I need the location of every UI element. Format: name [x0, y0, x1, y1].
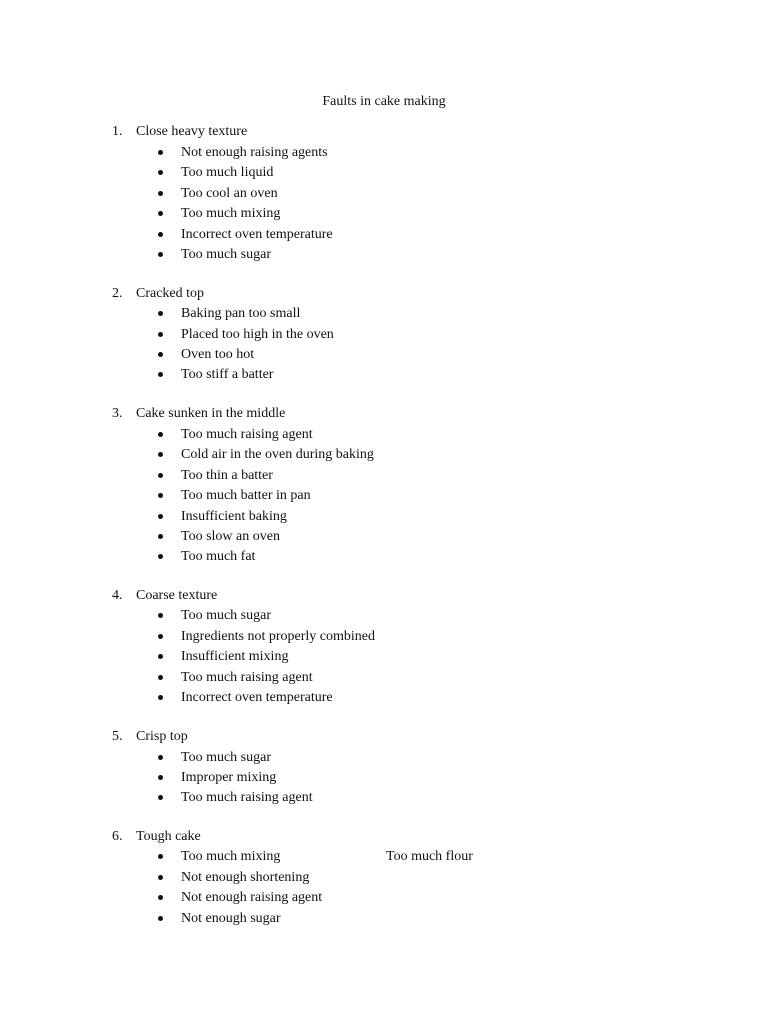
bullet-icon	[158, 372, 163, 377]
section-number: 3.	[112, 406, 123, 421]
bullet-icon	[158, 211, 163, 216]
list-item-text: Too much sugar	[181, 247, 272, 262]
bullet-icon	[158, 232, 163, 237]
section-number: 6.	[112, 829, 123, 844]
section-title: Cake sunken in the middle	[136, 406, 286, 421]
bullet-icon	[158, 252, 163, 257]
list-item-text: Too slow an oven	[181, 529, 280, 544]
list-item-text: Incorrect oven temperature	[181, 690, 333, 705]
list-item-text: Too much sugar	[181, 750, 272, 765]
section-heading	[112, 589, 217, 603]
aside-note: Too much flour	[386, 849, 473, 864]
bullet-icon	[158, 534, 163, 539]
list-item-text: Too cool an oven	[181, 186, 278, 201]
list-item-text: Not enough shortening	[181, 870, 310, 885]
list-item-text: Placed too high in the oven	[181, 327, 334, 342]
list-item-text: Insufficient mixing	[181, 649, 289, 664]
bullet-icon	[158, 675, 163, 680]
list-item-text: Too much mixing	[181, 849, 281, 864]
list-item-text: Improper mixing	[181, 770, 277, 785]
bullet-icon	[158, 854, 163, 859]
bullet-icon	[158, 452, 163, 457]
section-title: Close heavy texture	[136, 124, 248, 139]
list-item-text: Not enough sugar	[181, 911, 281, 926]
section-title: Tough cake	[136, 829, 201, 844]
list-item-text: Oven too hot	[181, 347, 255, 362]
bullet-icon	[158, 432, 163, 437]
list-item-text: Too much raising agent	[181, 790, 313, 805]
section-number: 1.	[112, 124, 123, 139]
bullet-icon	[158, 170, 163, 175]
bullet-icon	[158, 775, 163, 780]
bullet-icon	[158, 514, 163, 519]
bullet-icon	[158, 473, 163, 478]
bullet-icon	[158, 895, 163, 900]
bullet-icon	[158, 493, 163, 498]
section-heading	[112, 730, 188, 744]
section-title: Crisp top	[136, 729, 188, 744]
bullet-icon	[158, 311, 163, 316]
bullet-icon	[158, 613, 163, 618]
bullet-icon	[158, 332, 163, 337]
list-item-text: Too much fat	[181, 549, 256, 564]
section-heading	[112, 407, 285, 421]
list-item-text: Too much mixing	[181, 206, 281, 221]
bullet-icon	[158, 654, 163, 659]
list-item-text: Too much raising agent	[181, 427, 313, 442]
section-title: Cracked top	[136, 286, 205, 301]
bullet-icon	[158, 795, 163, 800]
bullet-icon	[158, 755, 163, 760]
section-heading	[112, 125, 247, 139]
bullet-icon	[158, 875, 163, 880]
list-item-text: Insufficient baking	[181, 509, 287, 524]
list-item-text: Too much batter in pan	[181, 488, 311, 503]
bullet-icon	[158, 191, 163, 196]
bullet-icon	[158, 352, 163, 357]
list-item-text: Baking pan too small	[181, 306, 301, 321]
bullet-icon	[158, 554, 163, 559]
page-title: Faults in cake making	[322, 94, 446, 109]
section-title: Coarse texture	[136, 588, 218, 603]
list-item-text: Ingredients not properly combined	[181, 629, 376, 644]
section-number: 5.	[112, 729, 123, 744]
list-item-text: Cold air in the oven during baking	[181, 447, 374, 462]
list-item-text: Too stiff a batter	[181, 367, 274, 382]
section-heading	[112, 287, 204, 301]
list-item-text: Not enough raising agents	[181, 145, 328, 160]
section-number: 4.	[112, 588, 123, 603]
list-item-text: Too much raising agent	[181, 670, 313, 685]
list-item-text: Not enough raising agent	[181, 890, 323, 905]
list-item-text: Too much liquid	[181, 165, 274, 180]
bullet-icon	[158, 634, 163, 639]
section-heading	[112, 830, 201, 844]
list-item-text: Too thin a batter	[181, 468, 273, 483]
bullet-icon	[158, 695, 163, 700]
bullet-icon	[158, 150, 163, 155]
list-item-text: Incorrect oven temperature	[181, 227, 333, 242]
list-item-text: Too much sugar	[181, 608, 272, 623]
bullet-icon	[158, 916, 163, 921]
section-number: 2.	[112, 286, 123, 301]
